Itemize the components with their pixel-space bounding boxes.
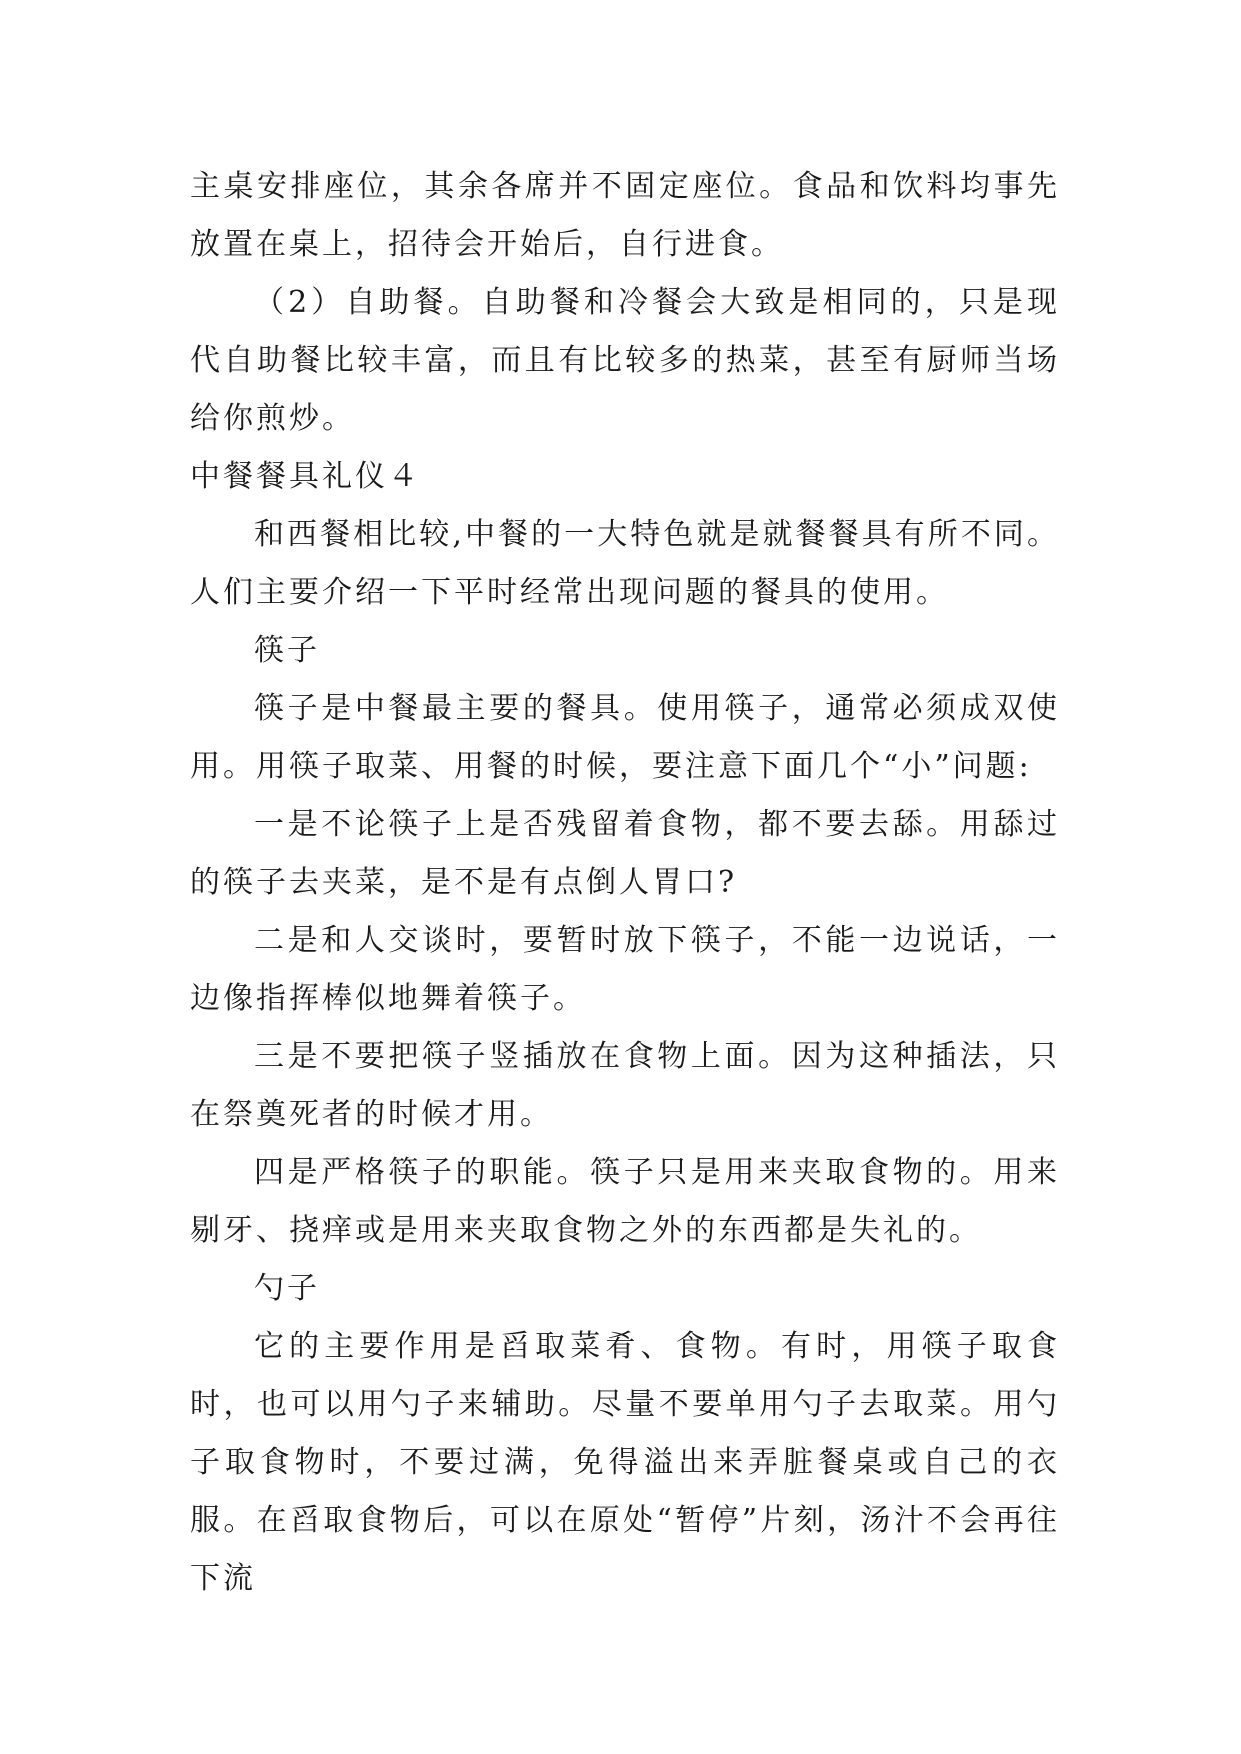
paragraph-rule-4: 四是严格筷子的职能。筷子只是用来夹取食物的。用来剔牙、挠痒或是用来夹取食物之外的东西都是失礼的。 bbox=[190, 1155, 1060, 1248]
paragraph-intro: 和西餐相比较,中餐的一大特色就是就餐餐具有所不同。人们主要介绍一下平时经常出现问题的餐具的使用。 bbox=[190, 517, 1060, 610]
paragraph-rule-1: 一是不论筷子上是否残留着食物，都不要去舔。用舔过的筷子去夹菜，是不是有点倒人胃口? bbox=[190, 807, 1060, 900]
document-page bbox=[190, 158, 1060, 1608]
subheading-chopsticks: 筷子 bbox=[254, 633, 320, 668]
paragraph-buffet: （2）自助餐。自助餐和冷餐会大致是相同的，只是现代自助餐比较丰富，而且有比较多的热菜，甚至有厨师当场给你煎炒。 bbox=[190, 285, 1060, 436]
paragraph-rule-3: 三是不要把筷子竖插放在食物上面。因为这种插法，只在祭奠死者的时候才用。 bbox=[190, 1039, 1060, 1132]
subheading-spoon: 勺子 bbox=[254, 1271, 320, 1306]
paragraph-1: 主桌安排座位，其余各席并不固定座位。食品和饮料均事先放置在桌上，招待会开始后，自行进食。 bbox=[190, 169, 1060, 262]
section-heading: 中餐餐具礼仪４ bbox=[190, 459, 421, 494]
paragraph-rule-2: 二是和人交谈时，要暂时放下筷子，不能一边说话，一边像指挥棒似地舞着筷子。 bbox=[190, 923, 1060, 1016]
paragraph-chopsticks: 筷子是中餐最主要的餐具。使用筷子，通常必须成双使用。用筷子取菜、用餐的时候，要注意下面几个“小”问题: bbox=[190, 691, 1060, 784]
paragraph-spoon: 它的主要作用是舀取菜肴、食物。有时，用筷子取食时，也可以用勺子来辅助。尽量不要单用勺子去取菜。用勺子取食物时，不要过满，免得溢出来弄脏餐桌或自己的衣服。在舀取食物后，可以在原处“暂停”片刻，汤汁不会再往下流 bbox=[190, 1329, 1060, 1596]
